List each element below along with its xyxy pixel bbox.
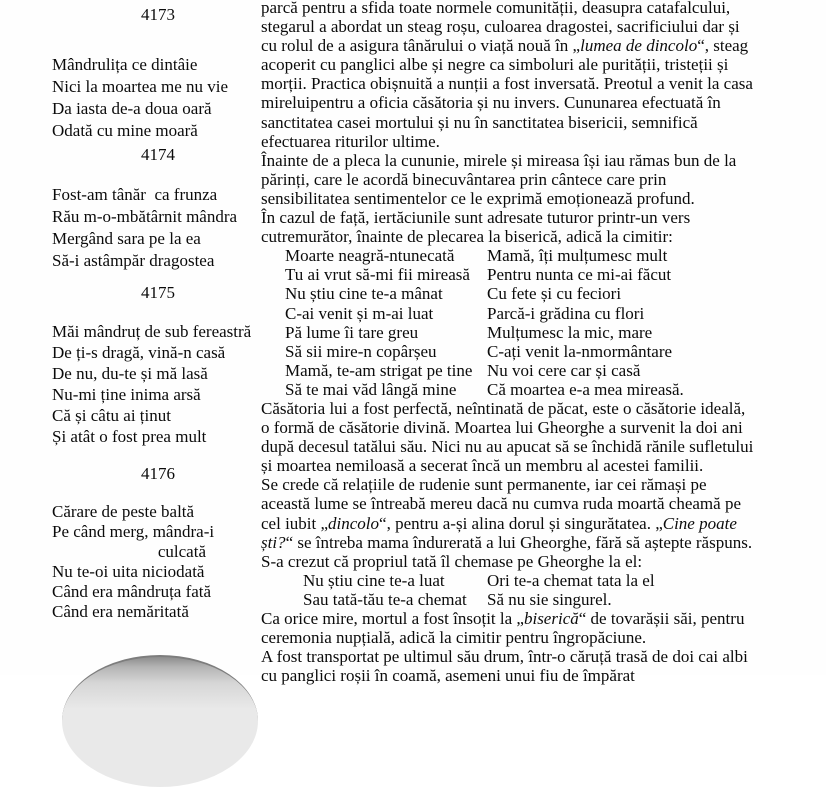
verse-line	[261, 342, 827, 361]
text-segment: după decesul tatălui său. Nici nu au apucat să se închidă rănile sufletului	[261, 437, 754, 457]
text-line	[261, 151, 827, 170]
text-line	[261, 36, 827, 55]
text-segment: “ de tovarășii săi, pentru	[578, 609, 745, 628]
text-line	[261, 399, 827, 418]
poem-lines	[52, 321, 264, 447]
poem-line: Nu-mi ține inima arsă	[52, 385, 201, 404]
poem	[52, 145, 264, 272]
text-line	[261, 552, 827, 571]
poem-line: Nu te-oi uita niciodată	[52, 562, 205, 581]
poem-line: Că și câtu ai ținut	[52, 406, 171, 425]
text-line	[261, 208, 827, 227]
text-segment: ceremonia nupțială, adică la cimitir pentru îngropăciune.	[261, 628, 647, 648]
text-line	[261, 609, 827, 628]
text-line	[261, 189, 827, 208]
poem-number: 4174	[141, 145, 175, 164]
italic-text: ști?	[261, 532, 286, 552]
verse-right-hemistich: Că moartea e-a mea mireasă.	[487, 379, 684, 399]
poem-number: 4176	[141, 464, 175, 483]
verse-right-hemistich: Să nu sie singurel.	[487, 589, 612, 609]
verse-line	[261, 571, 827, 590]
text-segment: “, pentru a-și alina dorul și singurătatea. „	[379, 513, 663, 533]
poem-number: 4173	[141, 5, 175, 24]
verse-line	[261, 284, 827, 303]
text-segment: o formă de căsătorie divină. Moartea lui Gheorghe a survenit la doi ani	[261, 418, 743, 438]
prose-column	[261, 0, 827, 685]
text-segment: cutremurător, înainte de plecarea la biserică, adică la cimitir:	[261, 227, 673, 247]
text-line	[261, 132, 827, 151]
text-segment: Se crede că relațiile de rudenie sunt permanente, iar cei rămași pe	[261, 475, 707, 495]
verse-left-hemistich: Să te mai văd lângă mine	[285, 379, 457, 399]
text-segment: părinți, care le acordă binecuvântarea prin cântece care prin	[261, 169, 667, 189]
text-segment: În cazul de față, iertăciunile sunt adresate tuturor printr-un vers	[261, 208, 691, 228]
poem-line: Da iasta de-a doua oară	[52, 99, 212, 118]
italic-text: biserică	[523, 609, 579, 628]
text-line	[261, 170, 827, 189]
text-segment: A fost transportat pe ultimul său drum, într-o căruță trasă de doi cai albi	[261, 647, 748, 667]
text-segment: efectuarea riturilor ultime.	[261, 131, 440, 151]
poem-line: culcată	[157, 542, 206, 561]
verse-line	[261, 323, 827, 342]
verse-line	[261, 380, 827, 399]
text-line	[261, 55, 827, 74]
poem-lines	[52, 54, 264, 142]
poem-line: Când era mândruța fată	[52, 582, 212, 601]
text-line	[261, 494, 827, 513]
text-line	[261, 456, 827, 475]
text-line	[261, 113, 827, 132]
text-segment: acoperit cu panglici albe și negre ca simboluri ale purității, tristeții și	[261, 55, 729, 75]
text-segment: și moartea nemiloasă a secerat încă un membru al acestei familii.	[261, 456, 704, 476]
poem-lines	[52, 184, 264, 272]
text-segment: stegarul a abordat un steag roșu, culoarea dragostei, sacrificiului dar și	[261, 17, 740, 37]
verse-left-hemistich: Mamă, te-am strigat pe tine	[285, 360, 473, 380]
text-line	[261, 227, 827, 246]
text-segment: Ca orice mire, mortul a fost însoțit la „	[261, 609, 524, 628]
verse-right-hemistich: Mamă, îți mulțumesc mult	[487, 246, 668, 266]
text-line	[261, 93, 827, 112]
poem-lines	[52, 502, 264, 622]
poem-line: Când era nemăritată	[52, 602, 189, 621]
poem	[52, 5, 264, 142]
poem-number: 4175	[141, 283, 175, 302]
verse-line	[261, 304, 827, 323]
poem-line: Nici la moartea me nu vie	[52, 77, 229, 96]
italic-text: dincolo	[328, 513, 380, 533]
verse-left-hemistich: Sau tată-tău te-a chemat	[303, 589, 467, 609]
text-segment: morții. Practica obișnuită a nunții a fost inversată. Preotul a venit la casa	[261, 74, 753, 94]
italic-text: Cine poate	[662, 513, 737, 533]
text-segment: S-a crezut că propriul tată îl chemase pe Gheorghe la el:	[261, 551, 643, 571]
verse-left-hemistich: Pă lume îi tare greu	[285, 322, 419, 342]
verse-right-hemistich: Cu fete și cu feciori	[487, 284, 622, 304]
verse-line	[261, 590, 827, 609]
text-line	[261, 647, 827, 666]
verse-right-hemistich: Mulțumesc la mic, mare	[487, 322, 653, 342]
poem-line: Și atât o fost prea mult	[52, 427, 207, 446]
verse-left-hemistich: Să sii mire-n copârșeu	[285, 341, 437, 361]
text-line	[261, 514, 827, 533]
poem-line: Cărare de peste baltă	[52, 502, 195, 521]
text-segment: mireluipentru a oficia căsătoria și nu invers. Cununarea efectuată în	[261, 93, 721, 113]
text-line	[261, 628, 827, 647]
text-segment: Înainte de a pleca la cununie, mirele și mireasa își iau rămas bun de la	[261, 150, 737, 170]
verse-right-hemistich: Pentru nunta ce mi-ai făcut	[487, 265, 672, 285]
text-line	[261, 533, 827, 552]
text-line	[261, 17, 827, 36]
verse-right-hemistich: Parcă-i grădina cu flori	[487, 303, 645, 323]
text-segment: cu panglici roșii în coamă, asemeni unui fiu de împărat	[261, 666, 635, 686]
text-segment: cu rolul de a asigura tânărului o viață nouă în „	[261, 36, 581, 56]
verse-line	[261, 265, 827, 284]
text-segment: “ se întreba mama îndurerată a lui Gheorghe, fără să aștepte răspuns.	[285, 532, 753, 552]
poem-line: Odată cu mine moară	[52, 121, 198, 140]
text-line	[261, 475, 827, 494]
verse-left-hemistich: Nu știu cine te-a mânat	[285, 284, 443, 304]
verse-left-hemistich: Moarte neagră-ntunecată	[285, 246, 455, 266]
verse-right-hemistich: Ori te-a chemat tata la el	[487, 570, 655, 590]
text-segment: Căsătoria lui a fost perfectă, neîntinată de păcat, este o căsătorie ideală,	[261, 398, 746, 418]
verse-line	[261, 246, 827, 265]
text-line	[261, 666, 827, 685]
verse-line	[261, 361, 827, 380]
verse-right-hemistich: C-ați venit la-nmormântare	[487, 341, 673, 361]
verse-right-hemistich: Nu voi cere car și casă	[487, 360, 641, 380]
poem-line: Pe când merg, mândra-i	[52, 522, 215, 541]
text-line	[261, 0, 827, 17]
verse-left-hemistich: Nu știu cine te-a luat	[303, 570, 445, 590]
text-segment: sensibilitatea sentimentelor ce le exprimă emoționează profund.	[261, 188, 695, 208]
poem-line: Mergând sara pe la ea	[52, 229, 201, 248]
text-segment: cel iubit „	[261, 513, 329, 533]
poem	[52, 464, 264, 622]
poem-line: Rău m-o-mbătârnit mândra	[52, 207, 238, 226]
text-line	[261, 418, 827, 437]
text-segment: sanctitatea casei mortului și nu în sanctitatea bisericii, semnifică	[261, 112, 698, 132]
poem	[52, 283, 264, 447]
poem-line: De nu, du-te și mă lasă	[52, 364, 208, 383]
text-line	[261, 74, 827, 93]
text-segment: “, steag	[697, 36, 749, 56]
italic-text: lumea de dincolo	[580, 36, 698, 56]
poem-line: De ți-s dragă, vină-n casă	[52, 343, 226, 362]
poem-line: Măi mândruț de sub fereastră	[52, 322, 252, 341]
poem-line: Fost-am tânăr ca frunza	[52, 185, 218, 204]
engraving-partial-image	[62, 655, 258, 787]
verse-left-hemistich: C-ai venit și m-ai luat	[285, 303, 434, 323]
text-segment: parcă pentru a sfida toate normele comunității, deasupra catafalcului,	[261, 0, 731, 17]
text-segment: această lume se întreabă mereu dacă nu cumva ruda moartă cheamă pe	[261, 494, 741, 514]
poem-line: Să-i astâmpăr dragostea	[52, 251, 215, 270]
verse-left-hemistich: Tu ai vrut să-mi fii mireasă	[285, 265, 470, 285]
text-line	[261, 437, 827, 456]
poem-line: Mândrulița ce dintâie	[52, 55, 198, 74]
